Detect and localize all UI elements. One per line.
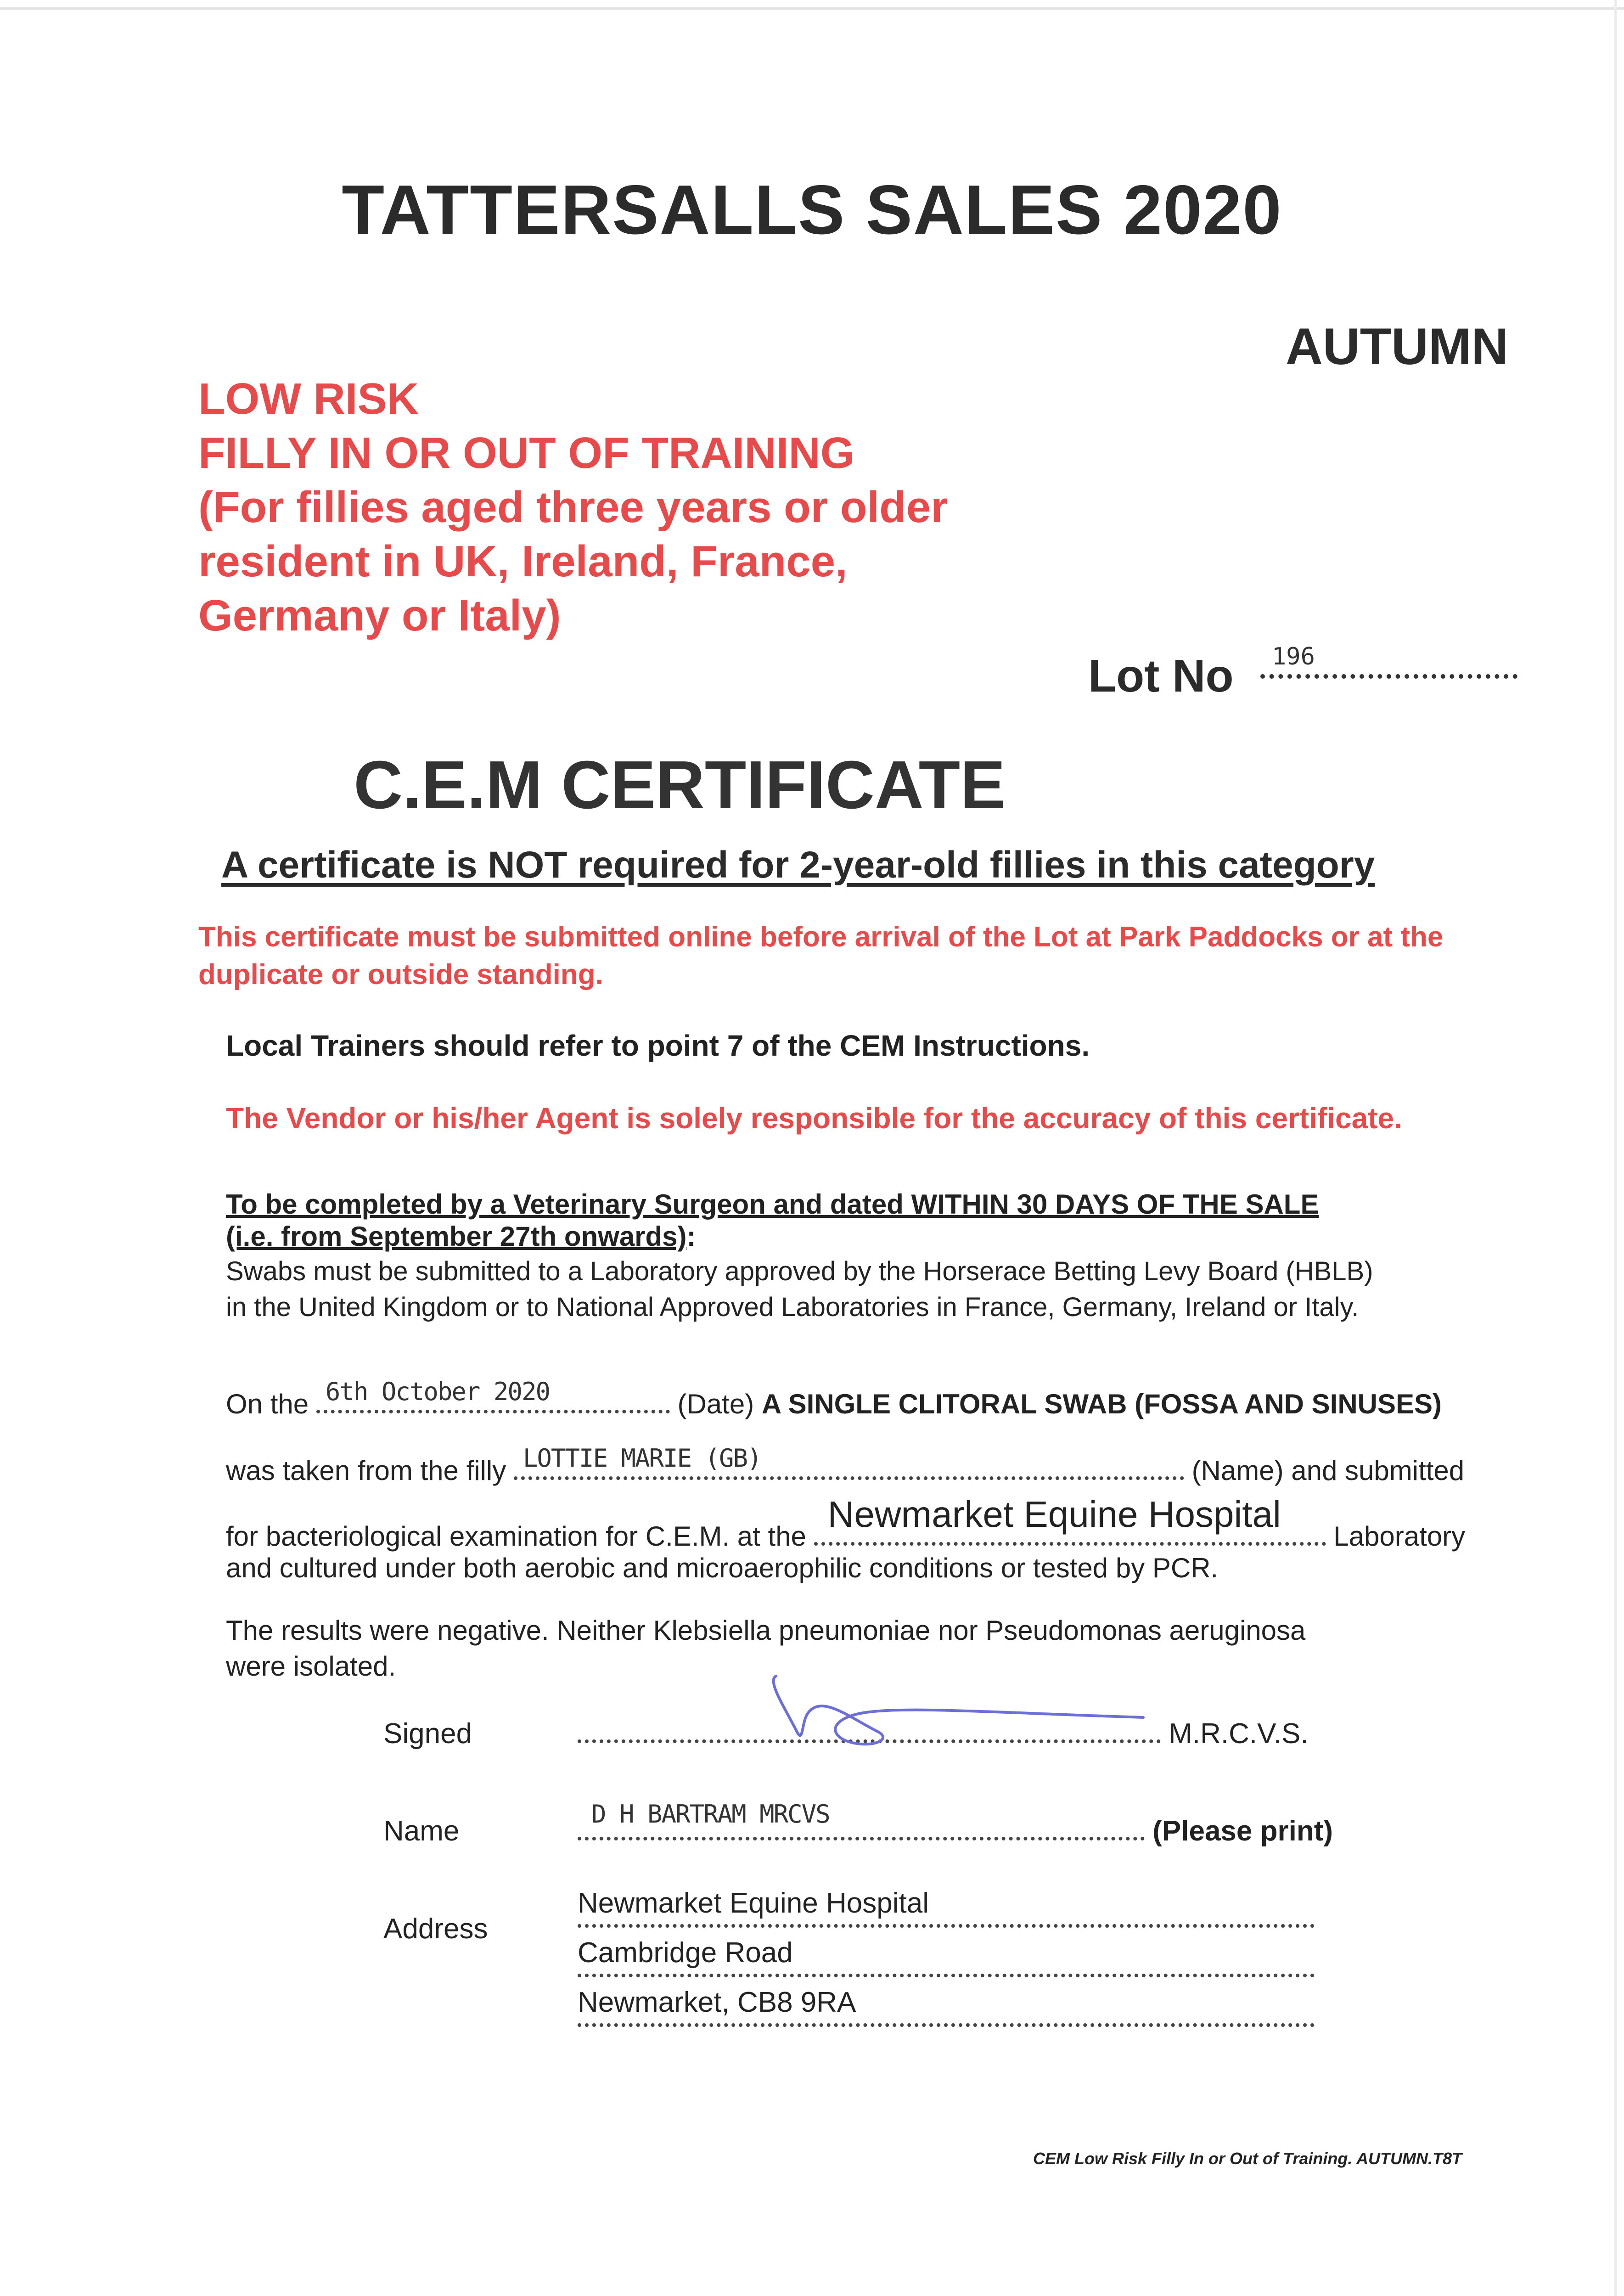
date-row — [226, 1377, 1442, 1420]
results-line: The results were negative. Neither Klebsiella pneumoniae nor Pseudomonas aeruginosa — [226, 1615, 1306, 1646]
vet-name-value: D H BARTRAM MRCVS — [591, 1800, 830, 1829]
vendor-responsibility-note: The Vendor or his/her Agent is solely responsible for the accuracy of this certificate. — [226, 1102, 1402, 1135]
filly-row — [226, 1444, 1465, 1486]
completion-date-range: (i.e. from September 27th onwards) — [226, 1221, 687, 1252]
date-suffix: (Date) — [677, 1389, 754, 1419]
mrcvs-label: M.R.C.V.S. — [1169, 1718, 1309, 1750]
laboratory-field — [814, 1494, 1326, 1546]
swabs-line: Swabs must be submitted to a Laboratory approved by the Horserace Betting Levy Board (HBLB) — [226, 1256, 1373, 1286]
category-line: resident in UK, Ireland, France, — [198, 537, 848, 586]
scan-edge-right — [1614, 0, 1617, 2296]
taken-from-label: was taken from the filly — [226, 1455, 506, 1486]
date-value: 6th October 2020 — [325, 1377, 550, 1406]
please-print-label: (Please print) — [1152, 1815, 1333, 1847]
certificate-title: C.E.M CERTIFICATE — [354, 747, 1006, 823]
signed-label: Signed — [383, 1718, 472, 1750]
address-line-text: Cambridge Road — [578, 1937, 793, 1969]
address-line — [578, 1887, 1315, 1928]
completion-line — [226, 1221, 1374, 1253]
name-label: Name — [383, 1815, 460, 1847]
category-line: (For fillies aged three years or older — [198, 483, 948, 532]
cultured-text: and cultured under both aerobic and microaerophilic conditions or tested by PCR. — [226, 1553, 1219, 1583]
address-line-text: Newmarket Equine Hospital — [578, 1887, 929, 1919]
address-line — [578, 1986, 1315, 2027]
category-line: Germany or Italy) — [198, 591, 561, 640]
address-line-text: Newmarket, CB8 9RA — [578, 1986, 856, 2018]
date-field — [316, 1377, 670, 1413]
scan-edge-top — [0, 7, 1624, 10]
name-row — [578, 1800, 1333, 1847]
on-the-label: On the — [226, 1389, 309, 1419]
form-code-footer: CEM Low Risk Filly In or Out of Training. AUTUMN.T8T — [1033, 2149, 1462, 2168]
filly-name-value: LOTTIE MARIE (GB) — [523, 1444, 761, 1473]
not-required-notice: A certificate is NOT required for 2-year-old fillies in this category — [221, 844, 1375, 886]
completion-colon: : — [686, 1221, 696, 1252]
lot-number-field — [1260, 674, 1517, 679]
swabs-instructions — [226, 1254, 1512, 1325]
lot-number-value: 196 — [1272, 643, 1315, 670]
laboratory-value: Newmarket Equine Hospital — [827, 1494, 1281, 1535]
swabs-line: in the United Kingdom or to National Approved Laboratories in France, Germany, Ireland or Italy. — [226, 1292, 1359, 1322]
page-title: TATTERSALLS SALES 2020 — [342, 171, 1282, 249]
lot-label: Lot No — [1088, 650, 1234, 702]
swab-type: A SINGLE CLITORAL SWAB (FOSSA AND SINUSES) — [761, 1389, 1442, 1419]
completion-instructions — [226, 1188, 1374, 1253]
submit-notice: This certificate must be submitted online before arrival of the Lot at Park Paddocks or at the duplicate or outside standing. — [198, 921, 1444, 990]
laboratory-suffix: Laboratory — [1333, 1521, 1466, 1552]
sale-season: AUTUMN — [1286, 318, 1509, 375]
filly-name-field — [514, 1444, 1184, 1480]
signature-scribble — [758, 1662, 1171, 1782]
laboratory-row — [226, 1494, 1466, 1552]
address-label: Address — [383, 1913, 488, 1945]
completion-line: To be completed by a Veterinary Surgeon and dated WITHIN 30 DAYS OF THE SALE — [226, 1189, 1319, 1220]
category-line: FILLY IN OR OUT OF TRAINING — [198, 428, 855, 478]
local-trainers-note: Local Trainers should refer to point 7 of the CEM Instructions. — [226, 1029, 1090, 1062]
category-line: LOW RISK — [198, 374, 419, 423]
category-block — [198, 372, 948, 643]
name-suffix: (Name) and submitted — [1191, 1455, 1465, 1486]
vet-name-field — [578, 1800, 1145, 1840]
for-exam-label: for bacteriological examination for C.E.M. at the — [226, 1521, 806, 1552]
address-line — [578, 1937, 1315, 1977]
results-line: were isolated. — [226, 1651, 396, 1682]
